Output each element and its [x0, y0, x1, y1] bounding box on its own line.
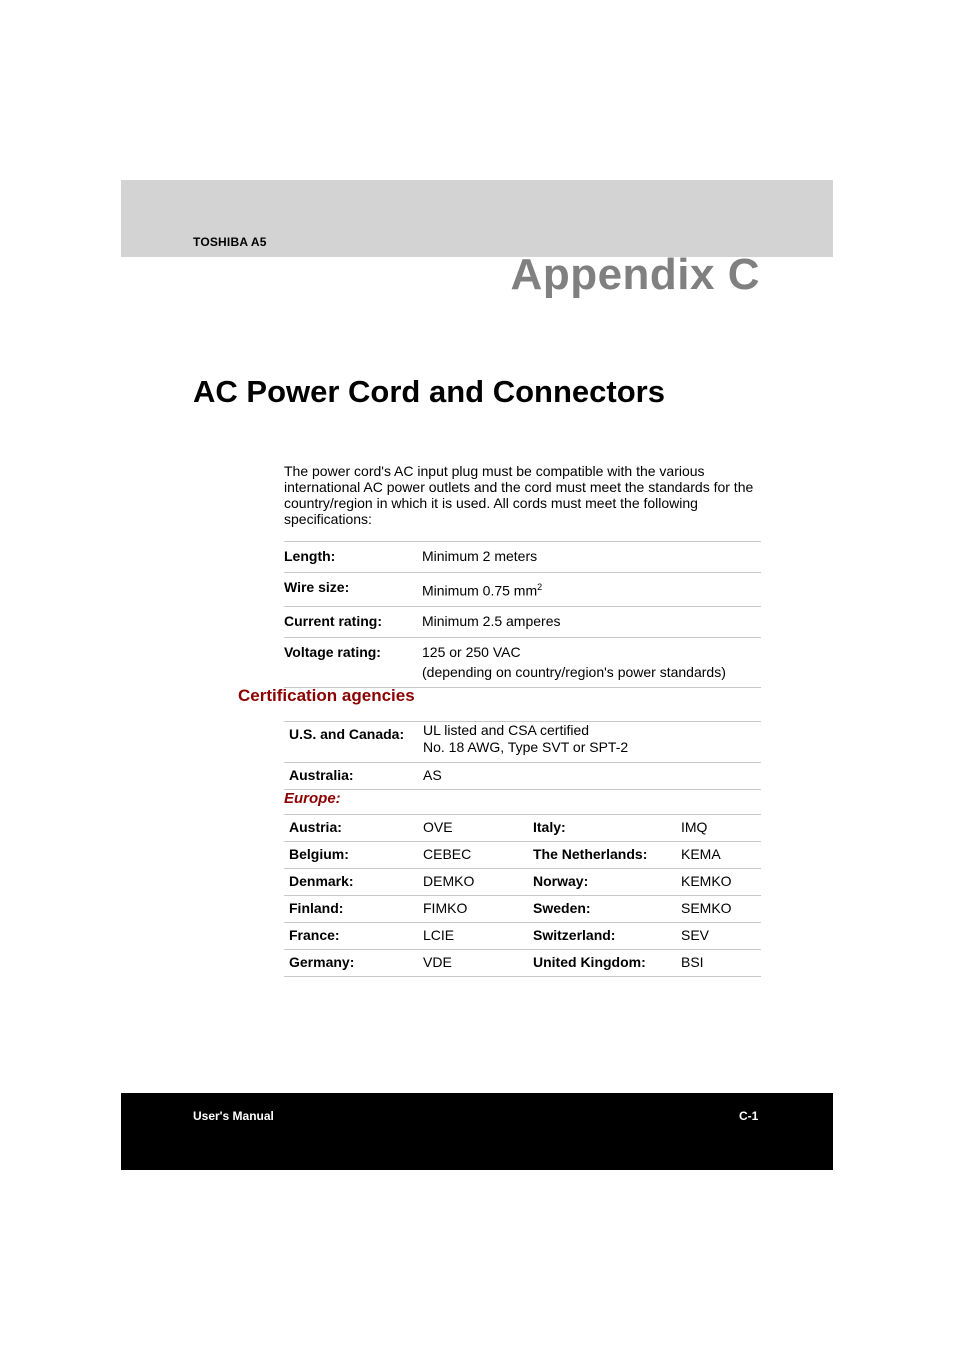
country-label: Germany: [284, 950, 423, 977]
table-row [284, 790, 761, 815]
country-label: U.S. and Canada: [284, 722, 423, 763]
footer-manual-label: User's Manual [193, 1109, 274, 1123]
agency-value: DEMKO [423, 869, 528, 896]
spec-value-line: (depending on country/region's power standards) [422, 663, 726, 680]
country-label: Switzerland: [528, 923, 681, 950]
spec-value [422, 573, 761, 607]
agency-value [423, 722, 761, 763]
europe-label: Europe: [284, 790, 761, 815]
spec-row [284, 573, 761, 607]
certification-table [284, 721, 761, 977]
country-label: United Kingdom: [528, 950, 681, 977]
appendix-title: Appendix C [510, 250, 760, 299]
spec-label: Length: [284, 542, 422, 573]
spec-label: Wire size: [284, 573, 422, 607]
spec-value-text: Minimum 0.75 mm [422, 582, 538, 599]
footer-band [121, 1093, 833, 1170]
table-row [284, 842, 761, 869]
country-label: Italy: [528, 815, 681, 842]
spec-label: Current rating: [284, 606, 422, 637]
agency-value: VDE [423, 950, 528, 977]
intro-paragraph: The power cord's AC input plug must be compatible with the various international AC power outlets and the cord must meet the standards for the country/region in which it is used. All cords must meet the following specifications: [284, 463, 754, 527]
spec-value: Minimum 2 meters [422, 542, 761, 573]
page-number: C-1 [739, 1109, 759, 1123]
agency-line: No. 18 AWG, Type SVT or SPT-2 [423, 739, 629, 755]
agency-value: KEMA [681, 842, 761, 869]
agency-value: KEMKO [681, 869, 761, 896]
agency-value: SEV [681, 923, 761, 950]
spec-row [284, 542, 761, 573]
agency-value: SEMKO [681, 896, 761, 923]
agency-value: CEBEC [423, 842, 528, 869]
spec-row [284, 606, 761, 637]
country-label: The Netherlands: [528, 842, 681, 869]
table-row [284, 815, 761, 842]
spec-label: Voltage rating: [284, 637, 422, 687]
agency-value: AS [423, 763, 761, 790]
table-row [284, 896, 761, 923]
agency-value: OVE [423, 815, 528, 842]
country-label: France: [284, 923, 423, 950]
country-label: Sweden: [528, 896, 681, 923]
agency-line: UL listed and CSA certified [423, 722, 590, 738]
spec-value [422, 637, 761, 687]
certification-heading: Certification agencies [238, 686, 415, 705]
table-row [284, 763, 761, 790]
country-label: Norway: [528, 869, 681, 896]
agency-value: IMQ [681, 815, 761, 842]
spec-value-superscript: 2 [537, 582, 543, 592]
table-row [284, 722, 761, 763]
brand-label: TOSHIBA A5 [193, 235, 267, 249]
country-label: Australia: [284, 763, 423, 790]
country-label: Denmark: [284, 869, 423, 896]
spec-table [284, 541, 761, 688]
table-row [284, 950, 761, 977]
table-row [284, 869, 761, 896]
table-row [284, 923, 761, 950]
agency-value: BSI [681, 950, 761, 977]
agency-value: LCIE [423, 923, 528, 950]
agency-value: FIMKO [423, 896, 528, 923]
country-label: Belgium: [284, 842, 423, 869]
spec-row [284, 637, 761, 687]
country-label: Austria: [284, 815, 423, 842]
section-title: AC Power Cord and Connectors [193, 374, 665, 409]
spec-value: Minimum 2.5 amperes [422, 606, 761, 637]
spec-value-line: 125 or 250 VAC [422, 643, 521, 660]
country-label: Finland: [284, 896, 423, 923]
